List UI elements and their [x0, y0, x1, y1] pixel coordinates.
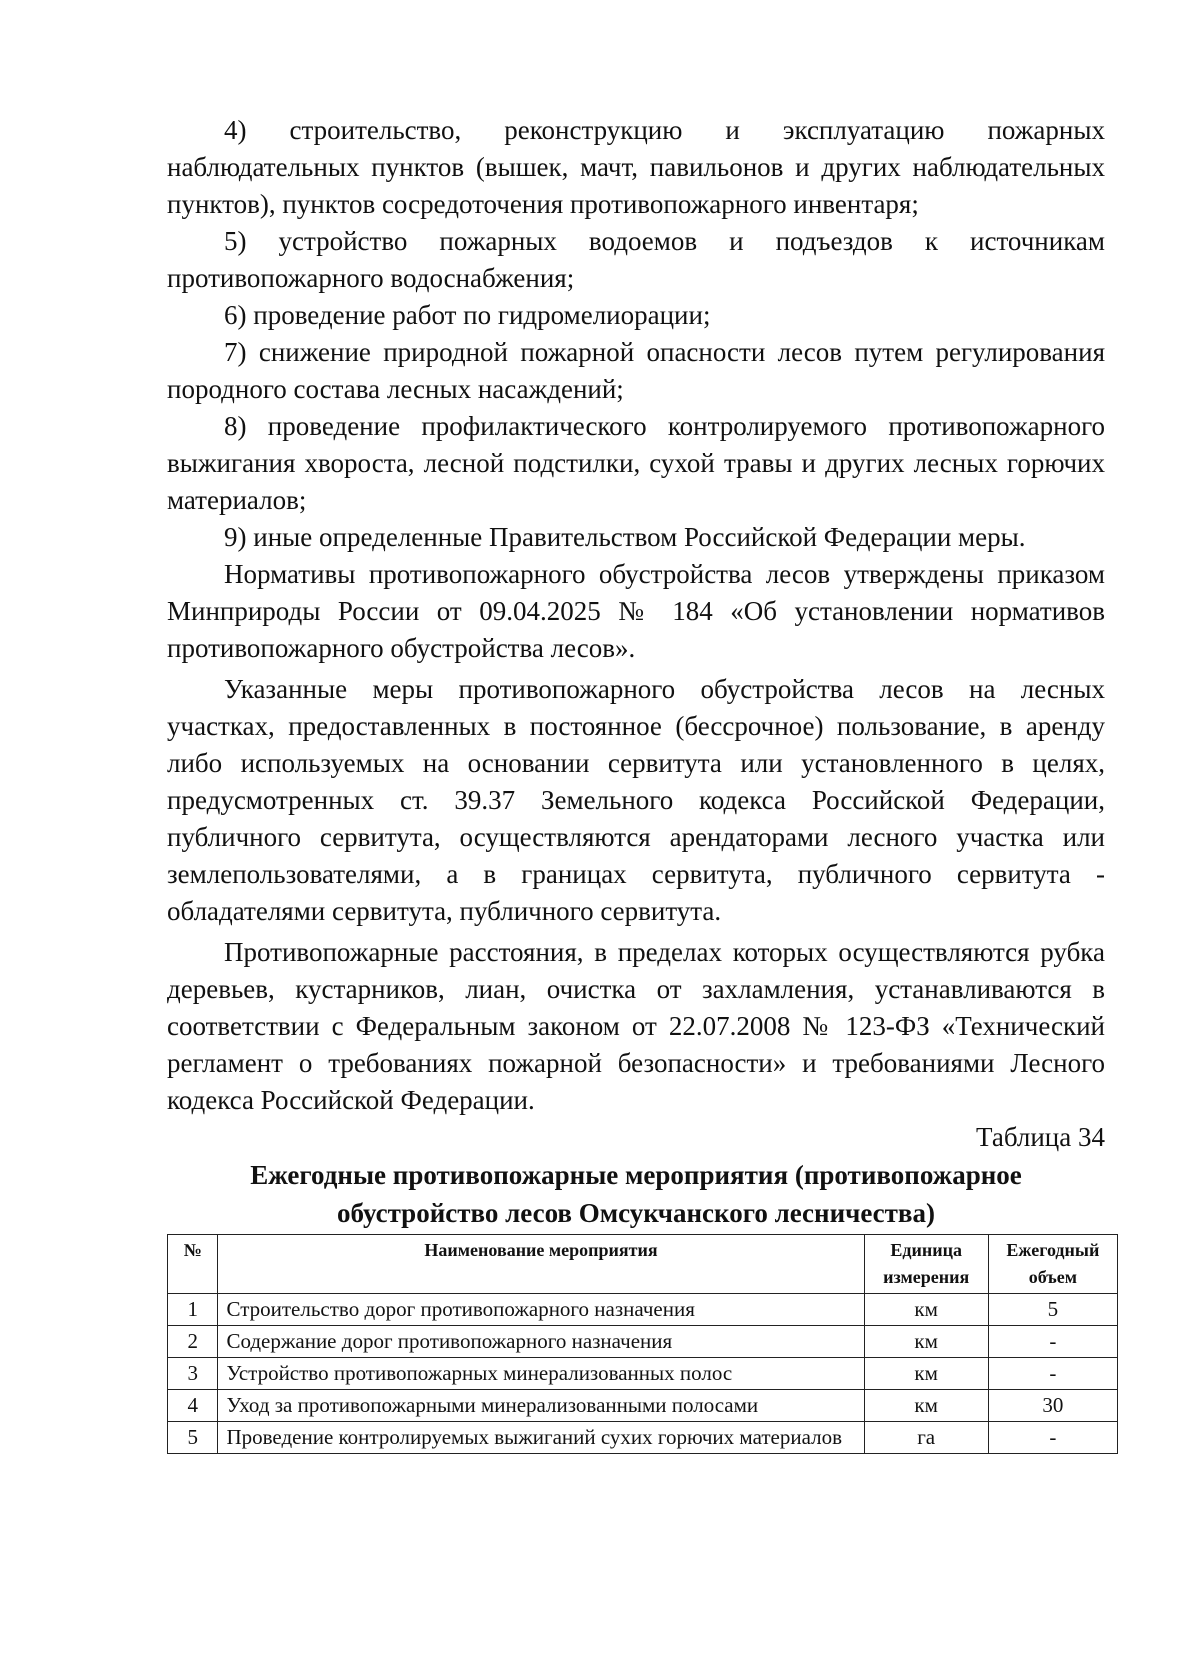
paragraph-item-4: 4) строительство, реконструкцию и эксплуатацию пожарных наблюдательных пунктов (вышек, мачт, павильонов и других наблюдательных пунктов), пунктов сосредоточения противопожарного инвентаря;	[167, 115, 1105, 219]
paragraph-normatives: Нормативы противопожарного обустройства лесов утверждены приказом Минприроды России от 09.04.2025 № 184 «Об установлении нормативов противопожарного обустройства лесов».	[167, 559, 1105, 663]
header-volume-line-2: объем	[1028, 1267, 1078, 1287]
table-header-row	[168, 1235, 1118, 1294]
header-volume-line-1: Ежегодный	[1006, 1240, 1100, 1260]
table-row	[168, 1422, 1118, 1454]
row-name: Устройство противопожарных минерализованных полос	[218, 1358, 864, 1390]
table-caption: Таблица 34	[976, 1122, 1105, 1152]
row-volume: -	[988, 1422, 1117, 1454]
row-unit: км	[864, 1358, 988, 1390]
table-title-line-1: Ежегодные противопожарные мероприятия (противопожарное	[250, 1160, 1022, 1190]
body-text	[167, 112, 1105, 1119]
row-name: Строительство дорог противопожарного назначения	[218, 1294, 864, 1326]
row-name: Содержание дорог противопожарного назначения	[218, 1326, 864, 1358]
row-unit: га	[864, 1422, 988, 1454]
fire-measures-table	[167, 1234, 1118, 1454]
row-volume: -	[988, 1358, 1117, 1390]
row-num: 5	[168, 1422, 218, 1454]
header-volume	[988, 1235, 1117, 1294]
paragraph-item-7: 7) снижение природной пожарной опасности лесов путем регулирования породного состава лесных насаждений;	[167, 337, 1105, 404]
row-unit: км	[864, 1294, 988, 1326]
row-num: 3	[168, 1358, 218, 1390]
header-unit-line-2: измерения	[883, 1267, 970, 1287]
row-name: Уход за противопожарными минерализованными полосами	[218, 1390, 864, 1422]
table-row	[168, 1326, 1118, 1358]
paragraph-item-5: 5) устройство пожарных водоемов и подъездов к источникам противопожарного водоснабжения;	[167, 226, 1105, 293]
row-num: 4	[168, 1390, 218, 1422]
table-row	[168, 1358, 1118, 1390]
row-volume: 5	[988, 1294, 1117, 1326]
table-row	[168, 1390, 1118, 1422]
header-name: Наименование мероприятия	[218, 1235, 864, 1294]
paragraph-item-8: 8) проведение профилактического контролируемого противопожарного выжигания хвороста, лесной подстилки, сухой травы и других лесных горючих материалов;	[167, 411, 1105, 515]
row-volume: -	[988, 1326, 1117, 1358]
header-unit	[864, 1235, 988, 1294]
header-unit-line-1: Единица	[890, 1240, 962, 1260]
row-num: 2	[168, 1326, 218, 1358]
header-num: №	[168, 1235, 218, 1294]
paragraph-item-9: 9) иные определенные Правительством Российской Федерации меры.	[224, 522, 1026, 552]
row-volume: 30	[988, 1390, 1117, 1422]
paragraph-distances: Противопожарные расстояния, в пределах которых осуществляются рубка деревьев, кустарников, лиан, очистка от захламления, устанавливаются в соответствии с Федеральным законом от 22.07.2008 № 123-ФЗ «Технический регламент о требованиях пожарной безопасности» и требованиями Лесного кодекса Российской Федерации.	[167, 937, 1105, 1115]
table-title	[167, 1156, 1105, 1232]
table-row	[168, 1294, 1118, 1326]
paragraph-measures: Указанные меры противопожарного обустройства лесов на лесных участках, предоставленных в постоянное (бессрочное) пользование, в аренду либо используемых на основании сервитута или установленного в целях, предусмотренных ст. 39.37 Земельного кодекса Российской Федерации, публичного сервитута, осуществляются арендаторами лесного участка или землепользователями, а в границах сервитута, публичного сервитута - обладателями сервитута, публичного сервитута.	[167, 674, 1105, 926]
row-name: Проведение контролируемых выжиганий сухих горючих материалов	[218, 1422, 864, 1454]
row-num: 1	[168, 1294, 218, 1326]
row-unit: км	[864, 1390, 988, 1422]
table-title-line-2: обустройство лесов Омсукчанского лесничества)	[336, 1198, 936, 1228]
row-unit: км	[864, 1326, 988, 1358]
paragraph-item-6: 6) проведение работ по гидромелиорации;	[224, 300, 711, 330]
